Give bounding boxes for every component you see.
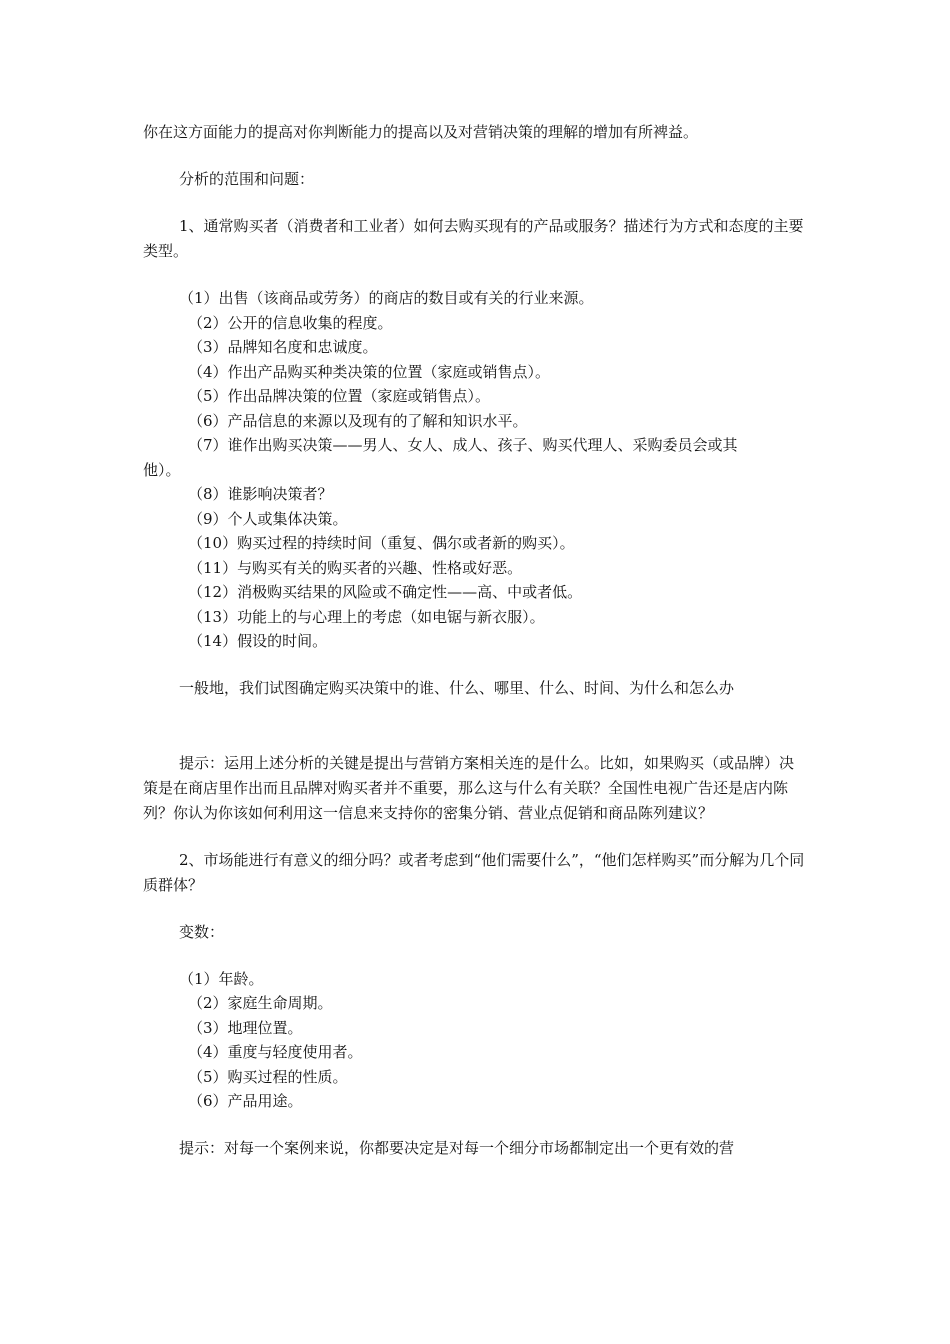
list-item: （2）公开的信息收集的程度。 <box>188 313 393 332</box>
list-item: （7）谁作出购买决策——男人、女人、成人、孩子、购买代理人、采购委员会或其 <box>188 436 738 454</box>
list-item: （1）年龄。 <box>179 969 264 988</box>
question-1: 1、通常购买者（消费者和工业者）如何去购买现有的产品或服务？描述行为方式和态度的主要类型。 <box>143 217 804 260</box>
list-item: （11）与购买有关的购买者的兴趣、性格或好恶。 <box>188 558 523 577</box>
list-item-continuation: 他）。 <box>143 460 181 479</box>
hint-1: 提示：运用上述分析的关键是提出与营销方案相关连的是什么。比如，如果购买（或品牌）决策是在商店里作出而且品牌对购买者并不重要，那么这与什么有关联？全国性电视广告还是店内陈列？你认为你该如何利用这一信息来支持你的密集分销、营业点促销和商品陈列建议？ <box>143 753 795 822</box>
general-paragraph: 一般地，我们试图确定购买决策中的谁、什么、哪里、什么、时间、为什么和怎么办 <box>179 678 735 697</box>
list-item: （12）消极购买结果的风险或不确定性——高、中或者低。 <box>188 583 583 601</box>
list-item: （3）地理位置。 <box>188 1018 303 1037</box>
list-item: （3）品牌知名度和忠诚度。 <box>188 338 378 356</box>
intro-paragraph: 你在这方面能力的提高对你判断能力的提高以及对营销决策的理解的增加有所裨益。 <box>143 123 699 141</box>
list-item: （10）购买过程的持续时间（重复、偶尔或者新的购买）。 <box>188 534 575 552</box>
hint-2: 提示：对每一个案例来说，你都要决定是对每一个细分市场都制定出一个更有效的营 <box>179 1138 735 1157</box>
list-item: （6）产品信息的来源以及现有的了解和知识水平。 <box>188 411 528 430</box>
question-2: 2、市场能进行有意义的细分吗？或者考虑到“他们需要什么”，“他们怎样购买”而分解为几个同质群体？ <box>143 850 805 894</box>
list-item: （5）购买过程的性质。 <box>188 1067 348 1086</box>
scope-heading: 分析的范围和问题： <box>179 170 315 188</box>
buying-behavior-list <box>143 286 807 654</box>
document-page <box>143 120 807 1161</box>
list-item: （9）个人或集体决策。 <box>188 509 348 528</box>
list-item: （5）作出品牌决策的位置（家庭或销售点）。 <box>188 387 491 405</box>
list-item: （8）谁影响决策者？ <box>188 485 333 503</box>
variables-list <box>143 967 807 1114</box>
list-item: （1）出售（该商品或劳务）的商店的数目或有关的行业来源。 <box>179 289 594 307</box>
list-item: （6）产品用途。 <box>188 1092 303 1110</box>
list-item: （13）功能上的与心理上的考虑（如电锯与新衣服）。 <box>188 607 545 626</box>
list-item: （2）家庭生命周期。 <box>188 994 333 1012</box>
list-item: （4）重度与轻度使用者。 <box>188 1043 363 1061</box>
variables-heading: 变数： <box>179 922 225 941</box>
list-item: （14）假设的时间。 <box>188 632 328 650</box>
list-item: （4）作出产品购买种类决策的位置（家庭或销售点）。 <box>188 362 551 381</box>
